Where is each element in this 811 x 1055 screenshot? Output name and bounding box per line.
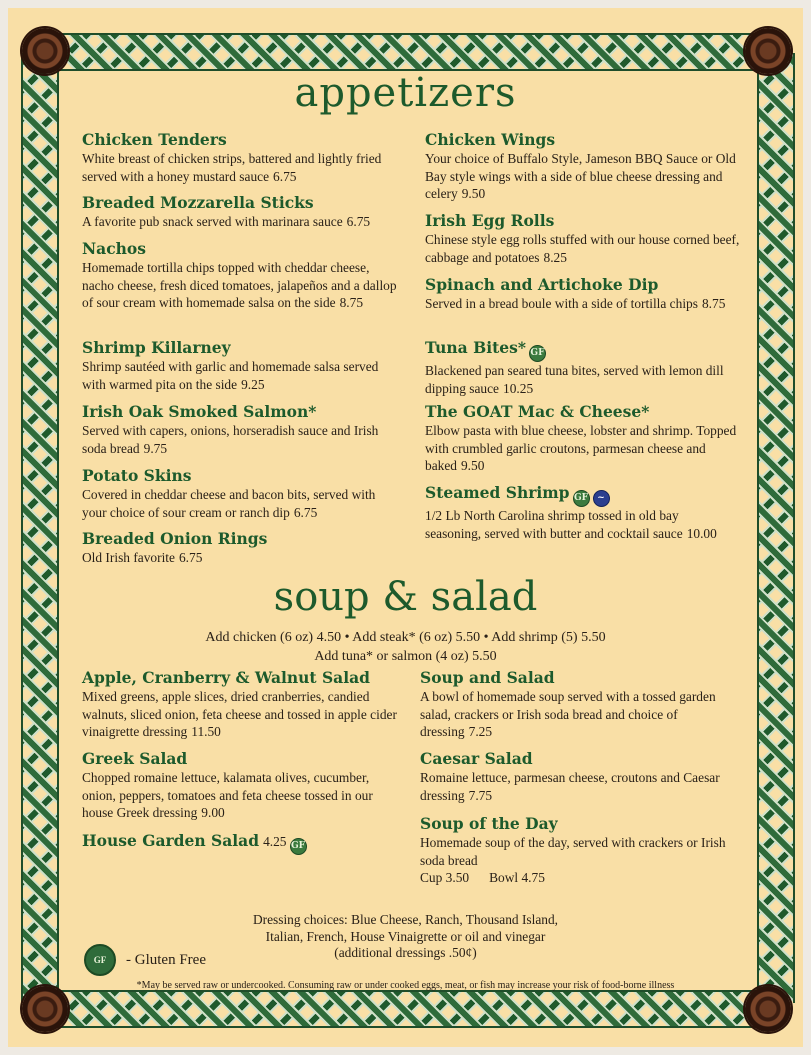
gluten-free-icon: GF (84, 944, 116, 976)
menu-item (420, 749, 740, 804)
item-price: 6.75 (178, 550, 203, 565)
corner-knot-icon (22, 986, 68, 1032)
cup-price: Cup 3.50 (420, 870, 470, 885)
item-name: Irish Oak Smoked Salmon* (82, 402, 317, 421)
soup-salad-heading: soup & salad (273, 574, 538, 620)
dressing-line: Dressing choices: Blue Cheese, Ranch, Thousand Island, (252, 912, 559, 927)
item-price: 10.00 (686, 525, 717, 541)
item-name: Breaded Onion Rings (82, 529, 268, 548)
item-description: A bowl of homemade soup served with a tossed garden salad, crackers or Irish soda bread and choice of dressing (420, 689, 716, 739)
menu-item (425, 338, 740, 397)
bowl-price: Bowl 4.75 (489, 870, 545, 885)
item-price: 7.75 (468, 787, 493, 803)
item-price: 8.25 (543, 249, 567, 265)
item-name: Caesar Salad (420, 749, 533, 768)
item-price: 6.75 (346, 214, 371, 229)
item-price: 8.75 (339, 295, 364, 310)
appetizers-heading: appetizers (294, 70, 517, 116)
item-name: Irish Egg Rolls (425, 211, 555, 230)
item-price: 9.25 (241, 376, 265, 392)
item-description: Homemade soup of the day, served with crackers or Irish soda bread (420, 835, 726, 868)
item-name: The GOAT Mac & Cheese* (425, 402, 650, 421)
menu-item (425, 130, 740, 203)
menu-item (425, 275, 740, 313)
menu-item (420, 668, 740, 741)
item-name: Potato Skins (82, 466, 192, 485)
celtic-border-top (38, 33, 774, 71)
item-name: Shrimp Killarney (82, 338, 231, 357)
item-price: 9.00 (201, 805, 225, 820)
item-description: Chopped romaine lettuce, kalamata olives, cucumber, onion, peppers, tomatoes and feta cheese tossed in our house Greek dressing (82, 770, 373, 820)
menu-item (82, 831, 400, 855)
menu-item (82, 338, 402, 393)
item-description: 1/2 Lb North Carolina shrimp tossed in old bay seasoning, served with butter and cocktail sauce (425, 508, 683, 541)
gluten-free-icon: GF (573, 490, 590, 507)
item-price: 11.50 (191, 724, 221, 739)
menu-item (82, 402, 402, 457)
item-price: 6.75 (293, 504, 318, 520)
seafood-icon: ~ (593, 490, 610, 507)
menu-item (82, 749, 400, 822)
gluten-free-icon: GF (529, 345, 546, 362)
corner-knot-icon (745, 28, 791, 74)
gluten-free-legend (84, 944, 206, 976)
food-safety-disclaimer: *May be served raw or undercooked. Consuming raw or under cooked eggs, meat, or fish may increase your risk of food-borne illness (136, 980, 675, 991)
item-description: Covered in cheddar cheese and bacon bits, served with your choice of sour cream or ranch dip (82, 487, 376, 520)
item-description: Romaine lettuce, parmesan cheese, croutons and Caesar dressing (420, 770, 720, 803)
menu-item (425, 211, 740, 266)
menu-item (82, 466, 402, 521)
item-name: Soup of the Day (420, 814, 558, 833)
item-price: 9.50 (460, 458, 485, 473)
menu-item (82, 239, 402, 312)
menu-item (82, 529, 402, 567)
item-description: Served with capers, onions, horseradish sauce and Irish soda bread (82, 423, 379, 456)
item-price: 8.75 (701, 296, 726, 311)
item-description: White breast of chicken strips, battered and lightly fried served with a honey mustard sauce (82, 151, 382, 184)
item-price: 4.25 (263, 834, 287, 849)
corner-knot-icon (22, 28, 68, 74)
item-price: 10.25 (503, 380, 534, 396)
item-description: Served in a bread boule with a side of tortilla chips (425, 296, 698, 311)
dressing-line: (additional dressings .50¢) (334, 945, 477, 960)
item-description: Your choice of Buffalo Style, Jameson BBQ Sauce or Old Bay style wings with a side of blue cheese dressing and celery (425, 151, 736, 201)
item-name: Nachos (82, 239, 146, 258)
item-name: House Garden Salad (82, 831, 260, 850)
item-name: Chicken Wings (425, 130, 556, 149)
item-description: Homemade tortilla chips topped with cheddar cheese, nacho cheese, fresh diced tomatoes, jalapeños and a dallop of sour cream with homemade salsa on the side (82, 260, 397, 310)
addons-line: Add tuna* or salmon (4 oz) 5.50 (314, 649, 497, 664)
item-name: Chicken Tenders (82, 130, 227, 149)
item-price: 7.25 (468, 724, 493, 739)
menu-item (82, 668, 400, 741)
item-name: Steamed Shrimp (425, 483, 570, 502)
item-name: Soup and Salad (420, 668, 555, 687)
menu-page (8, 8, 803, 1047)
menu-item (82, 130, 402, 185)
item-name: Greek Salad (82, 749, 188, 768)
item-name: Apple, Cranberry & Walnut Salad (82, 668, 370, 687)
gluten-free-icon: GF (290, 838, 307, 855)
item-description: Shrimp sautéed with garlic and homemade salsa served with warmed pita on the side (82, 359, 379, 392)
item-description: Chinese style egg rolls stuffed with our house corned beef, cabbage and potatoes (425, 232, 740, 265)
celtic-border-bottom (38, 990, 774, 1028)
celtic-border-right (757, 53, 795, 1003)
dressing-line: Italian, French, House Vinaigrette or oil and vinegar (265, 928, 546, 944)
celtic-border-left (21, 53, 59, 1003)
menu-item (425, 483, 740, 542)
item-description: Mixed greens, apple slices, dried cranberries, candied walnuts, sliced onion, feta cheese and tossed in apple cider vinaigrette dressing (82, 689, 397, 739)
gluten-free-label: - Gluten Free (126, 951, 206, 968)
item-description: Elbow pasta with blue cheese, lobster and shrimp. Topped with crumbled garlic croutons, parmesan cheese and baked (425, 423, 737, 473)
item-name: Breaded Mozzarella Sticks (82, 193, 314, 212)
item-price: 9.75 (143, 440, 168, 456)
item-price: 9.50 (461, 186, 486, 201)
menu-item (425, 402, 740, 475)
corner-knot-icon (745, 986, 791, 1032)
item-description: Blackened pan seared tuna bites, served with lemon dill dipping sauce (425, 363, 724, 396)
item-name: Spinach and Artichoke Dip (425, 275, 659, 294)
addons-line: Add chicken (6 oz) 4.50 • Add steak* (6 oz) 5.50 • Add shrimp (5) 5.50 (205, 630, 606, 645)
item-name: Tuna Bites* (425, 338, 526, 357)
item-description: Old Irish favorite (82, 550, 175, 565)
item-price: 6.75 (273, 168, 297, 184)
menu-item (420, 814, 740, 887)
item-description: A favorite pub snack served with marinara sauce (82, 214, 343, 229)
menu-item (82, 193, 402, 231)
